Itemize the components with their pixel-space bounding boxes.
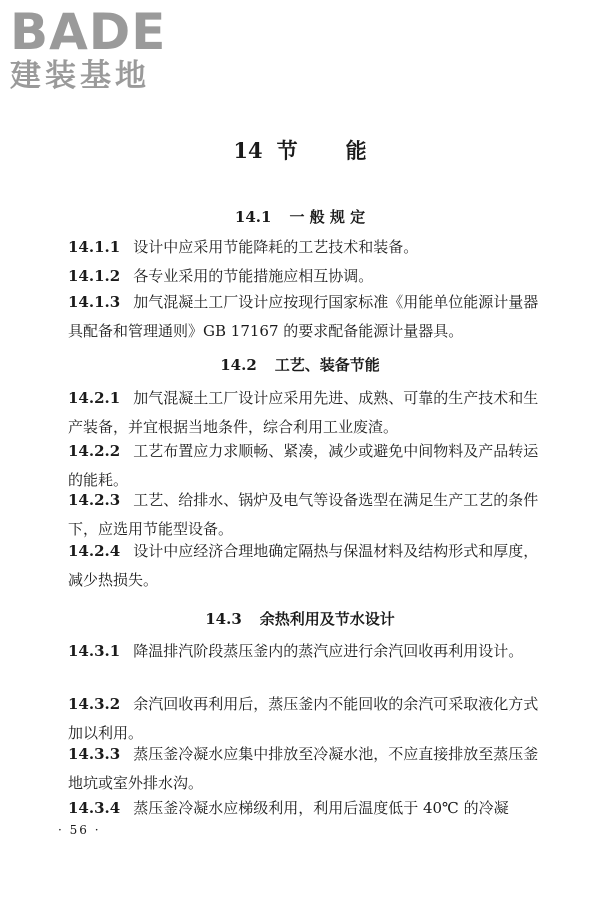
section-heading bbox=[0, 206, 600, 227]
clause-number: 14.1.2 bbox=[68, 267, 121, 285]
clause-text: 降温排汽阶段蒸压釜内的蒸汽应进行余汽回收再利用设计。 bbox=[133, 642, 524, 660]
clause-number: 14.3.1 bbox=[68, 642, 121, 660]
bade-logo bbox=[10, 3, 167, 94]
clause-number: 14.3.4 bbox=[68, 799, 121, 817]
clause bbox=[68, 262, 546, 291]
clause-number: 14.1.3 bbox=[68, 293, 121, 311]
clause-number: 14.2.3 bbox=[68, 491, 121, 509]
clause-text: 工艺布置应力求顺畅、紧凑，减少或避免中间物料及产品转运的能耗。 bbox=[68, 442, 539, 489]
clause-text: 设计中应经济合理地确定隔热与保温材料及结构形式和厚度，减少热损失。 bbox=[68, 542, 539, 589]
clause-text: 工艺、给排水、锅炉及电气等设备选型在满足生产工艺的条件下，应选用节能型设备。 bbox=[68, 491, 539, 538]
section-title: 一 般 规 定 bbox=[289, 208, 366, 226]
section-title: 工艺、装备节能 bbox=[274, 356, 380, 374]
section-number: 14.1 bbox=[234, 208, 272, 226]
clause bbox=[68, 288, 546, 346]
chapter-title bbox=[0, 135, 600, 165]
clause-text: 余汽回收再利用后，蒸压釜内不能回收的余汽可采取液化方式加以利用。 bbox=[68, 695, 539, 742]
clause-text: 各专业采用的节能措施应相互协调。 bbox=[133, 267, 374, 285]
clause-number: 14.1.1 bbox=[68, 238, 121, 256]
section-title: 余热利用及节水设计 bbox=[259, 610, 395, 628]
clause bbox=[68, 794, 546, 823]
clause-text: 蒸压釜冷凝水应梯级利用，利用后温度低于 40℃ 的冷凝 bbox=[133, 799, 509, 817]
clause bbox=[68, 233, 546, 262]
clause-number: 14.2.1 bbox=[68, 389, 121, 407]
clause bbox=[68, 537, 546, 595]
logo-brand-text: BADE bbox=[10, 3, 167, 61]
clause-number: 14.3.2 bbox=[68, 695, 121, 713]
clause-number: 14.2.2 bbox=[68, 442, 121, 460]
clause-text: 加气混凝土工厂设计应按现行国家标准《用能单位能源计量器具配备和管理通则》GB 17167 的要求配备能源计量器具。 bbox=[68, 293, 539, 340]
clause bbox=[68, 384, 546, 442]
clause-text: 加气混凝土工厂设计应采用先进、成熟、可靠的生产技术和生产装备，并宜根据当地条件，综合利用工业废渣。 bbox=[68, 389, 539, 436]
page-number: · 56 · bbox=[58, 823, 101, 837]
clause bbox=[68, 486, 546, 544]
chapter-title-part2: 能 bbox=[345, 138, 367, 163]
section-number: 14.3 bbox=[205, 610, 242, 628]
section-heading bbox=[0, 354, 600, 375]
clause-text: 设计中应采用节能降耗的工艺技术和装备。 bbox=[133, 238, 419, 256]
chapter-title-part1: 节 bbox=[276, 138, 298, 163]
section-heading bbox=[0, 608, 600, 629]
clause-number: 14.3.3 bbox=[68, 745, 121, 763]
section-number: 14.2 bbox=[220, 356, 257, 374]
clause-text: 蒸压釜冷凝水应集中排放至冷凝水池，不应直接排放至蒸压釜地坑或室外排水沟。 bbox=[68, 745, 539, 792]
clause-number: 14.2.4 bbox=[68, 542, 121, 560]
clause bbox=[68, 740, 546, 798]
logo-subtitle: 建装基地 bbox=[10, 58, 150, 94]
clause bbox=[68, 637, 546, 666]
chapter-number: 14 bbox=[233, 138, 263, 163]
